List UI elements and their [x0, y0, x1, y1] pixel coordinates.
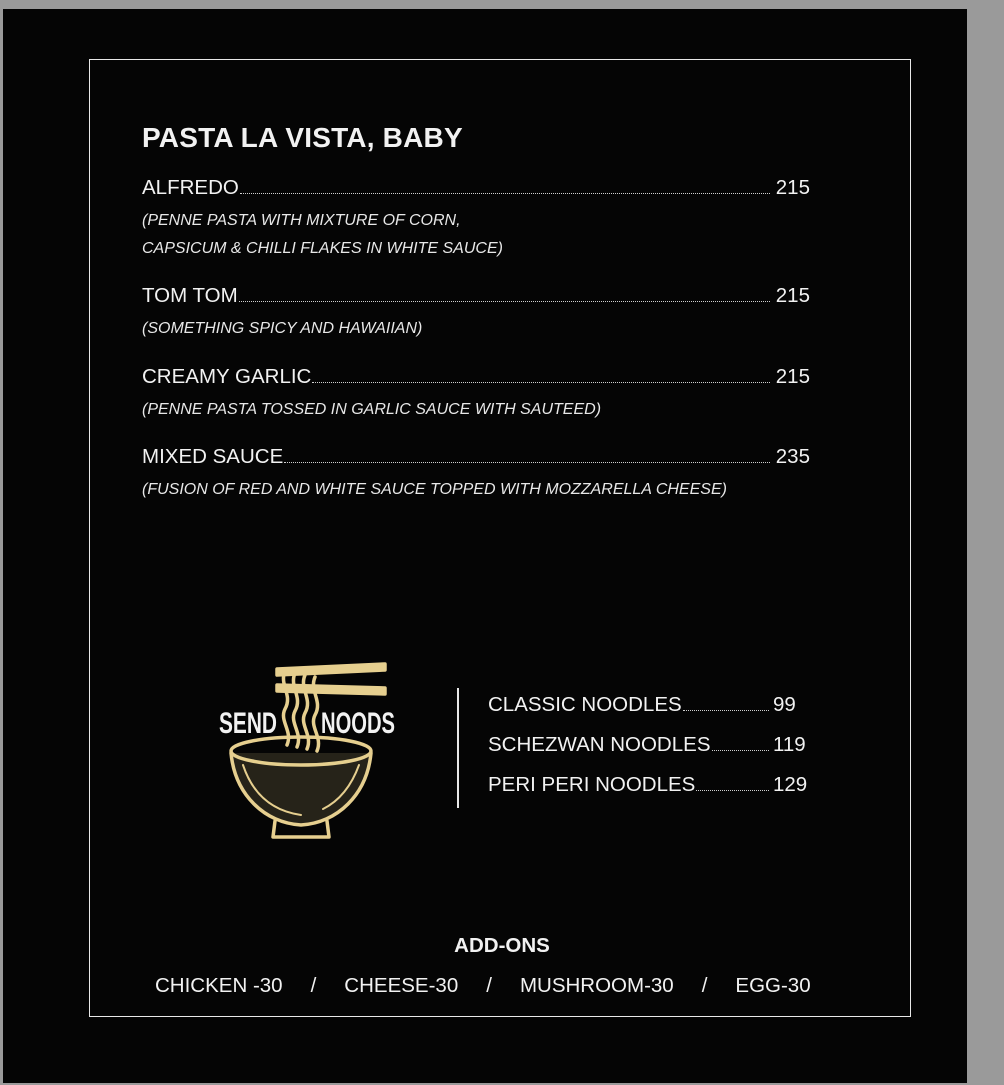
item-name: CREAMY GARLIC	[142, 365, 312, 388]
addon-item: MUSHROOM-30	[519, 974, 674, 997]
item-name: TOM TOM	[142, 284, 238, 307]
addon-separator: /	[701, 974, 708, 997]
item-price: 119	[773, 733, 806, 756]
logo-word-right: NOODS	[321, 707, 395, 740]
item-price: 129	[773, 773, 808, 796]
item-description: (SOMETHING SPICY AND HAWAIIAN)	[142, 320, 423, 337]
dot-leader	[239, 300, 770, 302]
addon-separator: /	[486, 974, 492, 997]
dot-leader	[240, 192, 770, 194]
logo-word-left: SEND	[219, 707, 277, 740]
item-description: (FUSION OF RED AND WHITE SAUCE TOPPED WITH MOZZARELLA CHEESE)	[142, 481, 727, 498]
dot-leader	[696, 790, 769, 791]
noodle-item	[488, 773, 813, 797]
addons-title: ADD-ONS	[454, 934, 550, 957]
send-noods-logo	[213, 655, 403, 850]
item-price: 215	[775, 176, 810, 199]
item-name: MIXED SAUCE	[142, 445, 284, 468]
menu-item	[142, 445, 810, 504]
noodle-bowl-icon	[231, 664, 385, 837]
item-price: 99	[773, 693, 796, 716]
addon-item: CHEESE-30	[344, 974, 459, 997]
section-title: PASTA LA VISTA, BABY	[142, 122, 463, 153]
item-description: (PENNE PASTA WITH MIXTURE OF CORN, CAPSICUM & CHILLI FLAKES IN WHITE SAUCE)	[142, 212, 503, 257]
dot-leader	[712, 750, 770, 751]
dot-leader	[312, 381, 769, 383]
item-name: ALFREDO	[142, 176, 239, 199]
noodle-item	[488, 733, 813, 757]
dot-leader	[683, 710, 769, 711]
dot-leader	[284, 461, 770, 463]
item-name: SCHEZWAN NOODLES	[488, 733, 711, 756]
item-name: PERI PERI NOODLES	[488, 773, 696, 796]
menu-item	[142, 284, 810, 343]
vertical-divider	[457, 688, 459, 808]
noodle-item	[488, 693, 813, 717]
addon-separator: /	[310, 974, 317, 997]
item-name: CLASSIC NOODLES	[488, 693, 682, 716]
item-description: (PENNE PASTA TOSSED IN GARLIC SAUCE WITH SAUTEED)	[142, 401, 602, 418]
item-price: 215	[775, 284, 810, 307]
menu-item	[142, 176, 810, 263]
addon-item: CHICKEN -30	[155, 974, 283, 997]
item-price: 235	[775, 445, 810, 468]
addon-item: EGG-30	[735, 974, 811, 997]
menu-item	[142, 365, 810, 424]
item-price: 215	[775, 365, 810, 388]
addons-list	[155, 974, 811, 998]
